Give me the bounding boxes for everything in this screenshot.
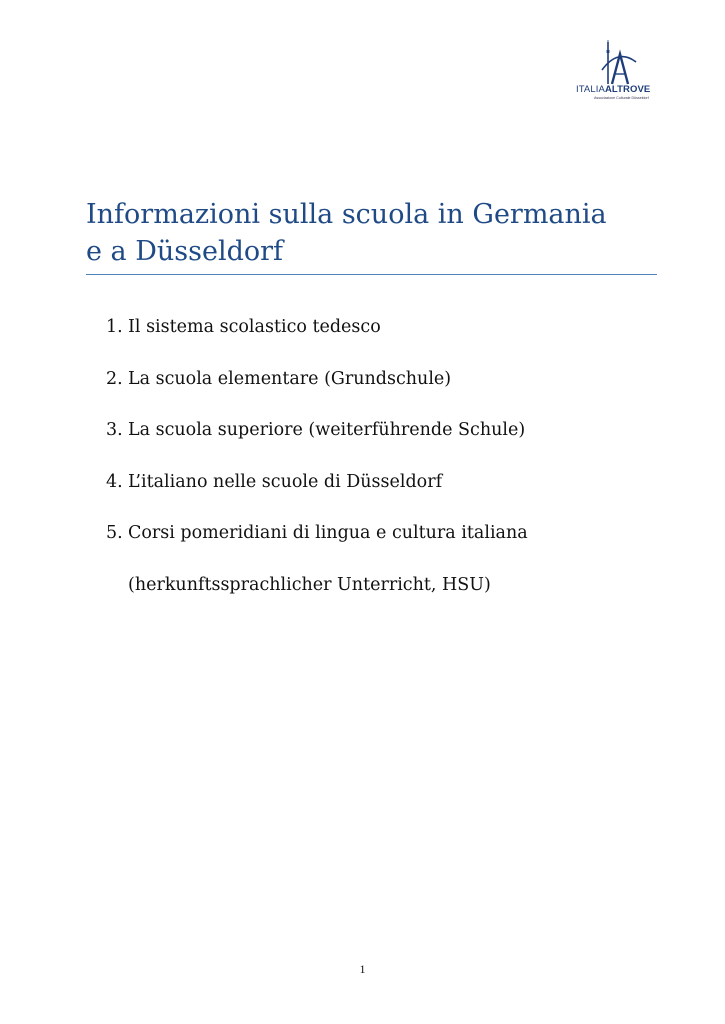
logo-word-italia: ITALIA (576, 84, 605, 95)
toc-item-text: (herkunftssprachlicher Unterricht, HSU) (128, 574, 491, 595)
toc-item-2 (106, 362, 666, 414)
logo-wordmark (576, 84, 658, 95)
toc-item-5 (106, 516, 666, 568)
toc-item-number: 1. (106, 317, 123, 337)
toc-item-text: Il sistema scolastico tedesco (128, 317, 381, 337)
page-number: 1 (359, 962, 366, 976)
toc-item-5-continuation (106, 568, 666, 620)
tower-arch-logo-icon (598, 40, 638, 86)
toc-item-text: L’italiano nelle scuole di Düsseldorf (128, 471, 443, 492)
title-line-2: e a Düsseldorf (86, 236, 284, 267)
toc-item-number: 5. (106, 523, 123, 543)
title-line-1: Informazioni sulla scuola in Germania (86, 199, 607, 230)
toc-item-text: Corsi pomeridiani di lingua e cultura italiana (128, 523, 528, 543)
table-of-contents (106, 310, 666, 619)
logo-word-altrove: ALTROVE (604, 84, 651, 95)
toc-item-number: 3. (106, 420, 123, 440)
toc-item-4 (106, 465, 666, 517)
title-underline-rule (86, 274, 657, 275)
logo-subtitle: Associazione Culturale Düsseldorf (594, 96, 649, 100)
toc-item-number: 2. (106, 368, 123, 389)
toc-item-1 (106, 310, 666, 362)
document-title (86, 196, 666, 270)
italia-altrove-logo (576, 40, 658, 102)
toc-item-text: La scuola elementare (Grundschule) (128, 368, 452, 389)
toc-item-3 (106, 413, 666, 465)
toc-item-text: La scuola superiore (weiterführende Schule) (128, 420, 526, 440)
toc-item-number: 4. (106, 471, 123, 492)
